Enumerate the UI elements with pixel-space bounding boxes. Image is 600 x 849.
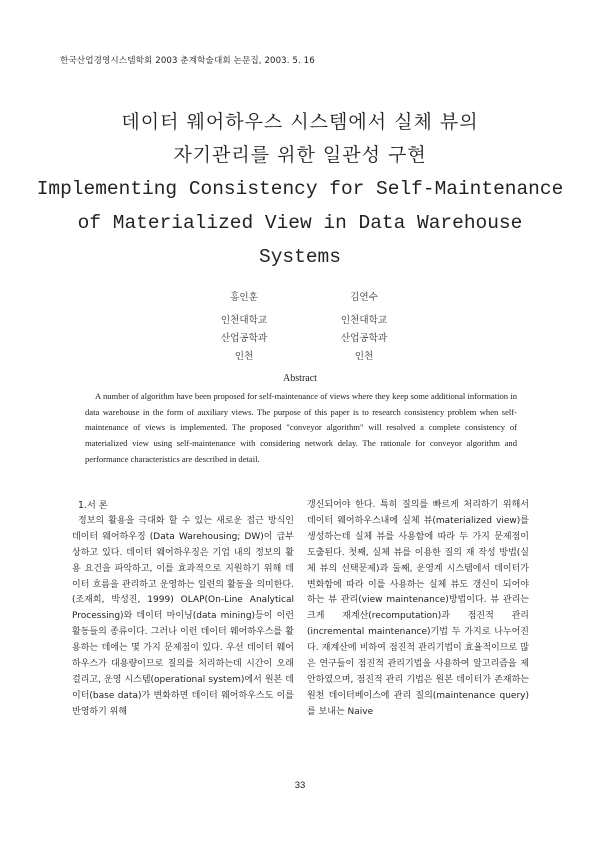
author-affiliation: 인천대학교 [340,315,388,326]
body-paragraph: 갱신되어야 한다. 특히 질의를 빠르게 처리하기 위해서 데이터 웨어하우스내에 실체 뷰(materialized view)를 생성하는데 실체 뷰를 사용함에 따라 두 가지 문제점이 도출된다. 첫째, 실체 뷰를 이용한 질의 재 작성 방법(실체 뷰의 선택문제)과 둘째, 운영계 시스템에서 데이터가 변화함에 따라 이를 사용하는 실체 뷰도 갱신이 되어야 하는 뷰 관리(view maintenance)방법이다. 뷰 관리는 크게 재계산(recomputation)과 점진적 관리(incremental maintenance)기법 두 가지로 나누어진다. 재계산에 비하여 점진적 관리기법이 효율적이므로 많은 연구들이 점진적 관리기법을 사용하여 알고리즘을 제안하였으며, 점진적 관리 기법은 원본 데이터가 존재하는 원천 데이터베이스에 관리 질의(maintenance query)를 보내는 Naive [307,500,529,717]
english-title-line-2: of Materialized View in Data Warehouse [77,212,523,234]
author-department: 산업공학과 [220,333,268,344]
author-city: 인천 [354,351,374,362]
body-paragraph: 정보의 활용을 극대화 할 수 있는 새로운 접근 방식인 데이터 웨어하우징 (Data Warehousing; DW)이 급부상하고 있다. 데이터 웨어하우징은 기업 내의 정보의 활용 요건을 파악하고, 이를 효과적으로 지원하기 위해 데이터 흐름을 관리하고 운영하는 일련의 활동을 의미한다.(조재희, 박성진, 1999) OLAP(On-Line Analytical Processing)와 데이터 마이닝(data mining)등이 이런 활동들의 종류이다. 그러나 이런 데이터 웨어하우스를 활용하는 데에는 몇 가지 문제점이 있다. 우선 데이터 웨어하우스가 대용량이므로 질의를 처리하는데 시간이 오래 걸리고, 운영 시스템(operational system)에서 원본 데이터(base data)가 변화하면 데이터 웨어하우스도 이를 반영하기 위해 [72,515,294,717]
body-column-right [307,498,529,721]
abstract-heading: Abstract [283,373,317,384]
author-name: 김연수 [350,292,378,303]
page-number: 33 [294,780,306,791]
abstract-text: A number of algorithm have been proposed for self-maintenance of views where they keep some additional information in data warehouse in the form of auxiliary views. The purpose of this paper is to research consistency problem when self-maintenance of views is implemented. The proposed "conveyor algorithm" will resolved a complete consistency of materialized view using self-maintenance with considering network delay. The rationale for conveyor algorithm and performance characteristics are described in detail. [85,391,517,464]
korean-title-line-2: 자기관리를 위한 일관성 구현 [173,144,427,166]
body-column-left [72,498,294,721]
author-city: 인천 [234,351,254,362]
author-department: 산업공학과 [340,333,388,344]
section-heading: 1.서 론 [78,500,108,511]
running-head: 한국산업경영시스템학회 2003 춘계학술대회 논문집, 2003. 5. 16 [60,56,315,66]
english-title-line-3: Systems [259,246,341,268]
title-block [0,106,600,274]
korean-title-line-1: 데이터 웨어하우스 시스템에서 실체 뷰의 [121,111,479,133]
english-title-line-1: Implementing Consistency for Self-Maintenance [36,178,564,200]
author-name: 홍인훈 [230,292,258,303]
author-affiliation: 인천대학교 [220,315,268,326]
author-1 [174,289,314,366]
author-2 [294,289,434,366]
